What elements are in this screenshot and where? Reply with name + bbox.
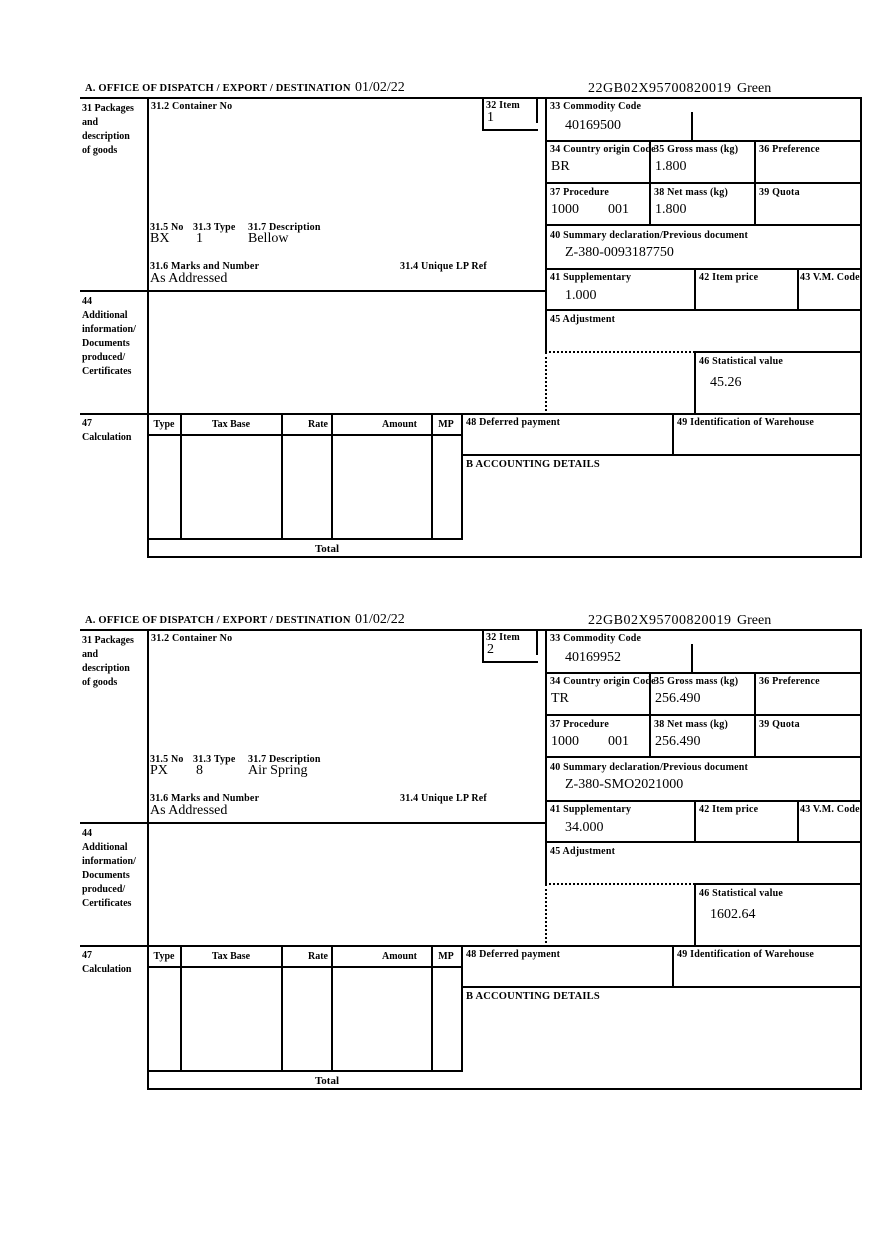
grid-line <box>694 800 696 843</box>
box44-label: 44 Additional information/ Documents produced/ Certificates <box>82 296 136 377</box>
accounting-details-label: B ACCOUNTING DETAILS <box>466 459 600 470</box>
net-mass-value: 1.800 <box>655 202 687 217</box>
grid-line <box>80 290 547 292</box>
office-of-dispatch-label: A. OFFICE OF DISPATCH / EXPORT / DESTINATION <box>85 83 351 94</box>
item-price-label: 42 Item price <box>699 804 759 815</box>
box31-label: 31 Packages and description of goods <box>82 635 134 688</box>
item-label: 32 Item <box>486 100 520 111</box>
grid-line <box>147 556 862 558</box>
grid-line <box>147 97 149 558</box>
grid-line <box>797 268 799 311</box>
grid-line <box>461 413 463 540</box>
table-header-mp: MP <box>438 951 454 962</box>
country-origin-label: 34 Country origin Code <box>550 676 656 687</box>
country-origin-value: TR <box>551 691 569 706</box>
deferred-payment-label: 48 Deferred payment <box>466 949 561 960</box>
grid-line <box>860 97 862 558</box>
table-header-amount: Amount <box>381 951 417 962</box>
grid-line <box>80 945 862 947</box>
total-label: Total <box>314 543 340 555</box>
container-no-label: 31.2 Container No <box>151 101 233 112</box>
lp-ref-label: 31.4 Unique LP Ref <box>400 261 487 272</box>
grid-line <box>431 413 433 540</box>
grid-line <box>80 629 862 631</box>
gross-mass-label: 35 Gross mass (kg) <box>654 144 739 155</box>
grid-line <box>180 945 182 1072</box>
grid-line <box>545 268 862 270</box>
routing-status: Green <box>737 81 772 96</box>
pkg-desc-label: 31.7 Description <box>248 222 321 233</box>
gross-mass-value: 256.490 <box>655 691 701 706</box>
description-value: Air Spring <box>248 763 308 778</box>
grid-line <box>482 661 538 663</box>
grid-line <box>691 112 693 142</box>
dotted-divider <box>545 884 547 947</box>
grid-line <box>545 309 862 311</box>
grid-line <box>461 945 463 1072</box>
procedure-label: 37 Procedure <box>550 719 609 730</box>
previous-document-label: 40 Summary declaration/Previous document <box>550 762 749 773</box>
grid-line <box>545 841 862 843</box>
commodity-code-value: 40169952 <box>565 650 621 665</box>
pkg-no-label: 31.5 No <box>150 754 184 765</box>
routing-status: Green <box>737 613 772 628</box>
grid-line <box>281 945 283 1072</box>
grid-line <box>180 413 182 540</box>
grid-line <box>147 629 149 1090</box>
statistical-value: 45.26 <box>710 375 742 390</box>
grid-line <box>482 129 538 131</box>
grid-line <box>536 629 538 655</box>
statistical-value: 1602.64 <box>710 907 756 922</box>
box44-label: 44 Additional information/ Documents produced/ Certificates <box>82 828 136 909</box>
declaration-item-block-1 <box>0 80 882 580</box>
pkg-no-label: 31.5 No <box>150 222 184 233</box>
description-value: Bellow <box>248 231 289 246</box>
adjustment-label: 45 Adjustment <box>550 314 616 325</box>
mrn-value: 22GB02X95700820019 <box>588 81 732 96</box>
container-no-label: 31.2 Container No <box>151 633 233 644</box>
pkg-desc-label: 31.7 Description <box>248 754 321 765</box>
grid-line <box>691 644 693 674</box>
item-label: 32 Item <box>486 632 520 643</box>
declaration-item-block-2 <box>0 612 882 1112</box>
table-header-tax-base: Tax Base <box>211 419 251 430</box>
date-value: 01/02/22 <box>355 612 405 627</box>
item-price-label: 42 Item price <box>699 272 759 283</box>
net-mass-label: 38 Net mass (kg) <box>654 187 729 198</box>
vm-code-label: 43 V.M. Code <box>800 804 860 815</box>
grid-line <box>80 413 862 415</box>
grid-line <box>545 714 862 716</box>
supplementary-label: 41 Supplementary <box>550 804 632 815</box>
country-origin-label: 34 Country origin Code <box>550 144 656 155</box>
grid-line <box>482 97 484 131</box>
box47-label: 47 Calculation <box>82 950 132 975</box>
grid-line <box>672 945 674 988</box>
marks-label: 31.6 Marks and Number <box>150 261 260 272</box>
gross-mass-label: 35 Gross mass (kg) <box>654 676 739 687</box>
preference-label: 36 Preference <box>759 676 820 687</box>
grid-line <box>694 883 696 947</box>
deferred-payment-label: 48 Deferred payment <box>466 417 561 428</box>
grid-line <box>281 413 283 540</box>
grid-line <box>331 413 333 540</box>
net-mass-value: 256.490 <box>655 734 701 749</box>
marks-value: As Addressed <box>150 803 228 818</box>
package-type-value: 8 <box>196 763 203 778</box>
grid-line <box>545 756 862 758</box>
table-header-rate: Rate <box>308 951 328 962</box>
grid-line <box>431 945 433 1072</box>
grid-line <box>80 97 862 99</box>
previous-document-value: Z-380-0093187750 <box>565 245 674 260</box>
grid-line <box>694 268 696 311</box>
adjustment-label: 45 Adjustment <box>550 846 616 857</box>
procedure-value-2: 001 <box>608 202 629 217</box>
grid-line <box>147 1070 463 1072</box>
grid-line <box>461 986 862 988</box>
package-type-value: 1 <box>196 231 203 246</box>
grid-line <box>797 800 799 843</box>
grid-line <box>461 454 862 456</box>
box31-label: 31 Packages and description of goods <box>82 103 134 156</box>
marks-value: As Addressed <box>150 271 228 286</box>
commodity-label: 33 Commodity Code <box>550 633 642 644</box>
procedure-label: 37 Procedure <box>550 187 609 198</box>
grid-line <box>147 538 463 540</box>
grid-line <box>331 945 333 1072</box>
statistical-value-label: 46 Statistical value <box>699 356 783 367</box>
net-mass-label: 38 Net mass (kg) <box>654 719 729 730</box>
previous-document-value: Z-380-SMO2021000 <box>565 777 684 792</box>
procedure-value-1: 1000 <box>551 734 579 749</box>
table-header-mp: MP <box>438 419 454 430</box>
gross-mass-value: 1.800 <box>655 159 687 174</box>
table-header-type: Type <box>153 951 175 962</box>
quota-label: 39 Quota <box>759 187 800 198</box>
table-header-rate: Rate <box>308 419 328 430</box>
grid-line <box>545 672 862 674</box>
total-label: Total <box>314 1075 340 1087</box>
grid-line <box>80 822 547 824</box>
lp-ref-label: 31.4 Unique LP Ref <box>400 793 487 804</box>
grid-line <box>694 351 696 415</box>
grid-line <box>147 1088 862 1090</box>
grid-line <box>754 140 756 226</box>
table-header-amount: Amount <box>381 419 417 430</box>
grid-line <box>694 883 862 885</box>
preference-label: 36 Preference <box>759 144 820 155</box>
grid-line <box>860 629 862 1090</box>
date-value: 01/02/22 <box>355 80 405 95</box>
pkg-type-label: 31.3 Type <box>193 754 236 765</box>
previous-document-label: 40 Summary declaration/Previous document <box>550 230 749 241</box>
grid-line <box>545 800 862 802</box>
table-header-type: Type <box>153 419 175 430</box>
procedure-value-1: 1000 <box>551 202 579 217</box>
accounting-details-label: B ACCOUNTING DETAILS <box>466 991 600 1002</box>
grid-line <box>147 434 463 436</box>
supplementary-value: 1.000 <box>565 288 597 303</box>
grid-line <box>672 413 674 456</box>
commodity-code-value: 40169500 <box>565 118 621 133</box>
item-number-value: 2 <box>487 642 494 657</box>
package-code-value: PX <box>150 763 168 778</box>
supplementary-value: 34.000 <box>565 820 604 835</box>
marks-label: 31.6 Marks and Number <box>150 793 260 804</box>
statistical-value-label: 46 Statistical value <box>699 888 783 899</box>
dotted-divider <box>545 883 695 885</box>
box47-label: 47 Calculation <box>82 418 132 443</box>
commodity-label: 33 Commodity Code <box>550 101 642 112</box>
country-origin-value: BR <box>551 159 570 174</box>
grid-line <box>147 966 463 968</box>
office-of-dispatch-label: A. OFFICE OF DISPATCH / EXPORT / DESTINATION <box>85 615 351 626</box>
grid-line <box>694 351 862 353</box>
supplementary-label: 41 Supplementary <box>550 272 632 283</box>
grid-line <box>754 672 756 758</box>
quota-label: 39 Quota <box>759 719 800 730</box>
mrn-value: 22GB02X95700820019 <box>588 613 732 628</box>
warehouse-label: 49 Identification of Warehouse <box>677 949 815 960</box>
grid-line <box>545 140 862 142</box>
package-code-value: BX <box>150 231 170 246</box>
procedure-value-2: 001 <box>608 734 629 749</box>
dotted-divider <box>545 351 695 353</box>
grid-line <box>545 182 862 184</box>
warehouse-label: 49 Identification of Warehouse <box>677 417 815 428</box>
dotted-divider <box>545 352 547 415</box>
pkg-type-label: 31.3 Type <box>193 222 236 233</box>
table-header-tax-base: Tax Base <box>211 951 251 962</box>
grid-line <box>545 224 862 226</box>
grid-line <box>536 97 538 123</box>
item-number-value: 1 <box>487 110 494 125</box>
vm-code-label: 43 V.M. Code <box>800 272 860 283</box>
grid-line <box>482 629 484 663</box>
